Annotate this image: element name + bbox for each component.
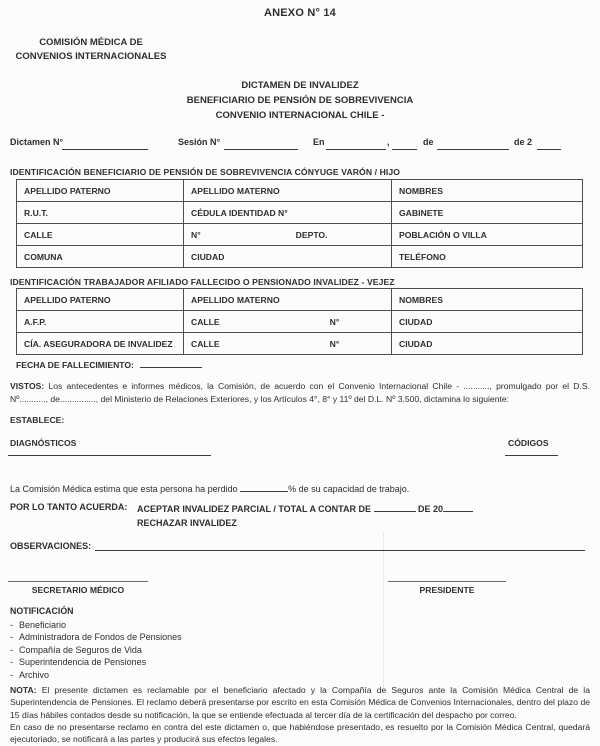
- list-bullet: -: [10, 669, 13, 680]
- numero-label: N°: [329, 316, 340, 327]
- dictamen-number-label: Dictamen N°: [10, 137, 64, 147]
- year-blank: [537, 139, 561, 150]
- calle-label: CALLE: [191, 316, 220, 327]
- org-line-1: COMISIÓN MÉDICA DE: [39, 37, 143, 48]
- beneficiary-table: [16, 179, 583, 268]
- worker-table: [16, 288, 583, 355]
- cell-afp: A.F.P.: [17, 311, 184, 333]
- fecha-fallecimiento-blank: [140, 357, 202, 368]
- aceptar-year-text: DE 20: [418, 504, 444, 514]
- month-blank: [437, 139, 509, 150]
- list-bullet: -: [10, 644, 13, 655]
- scan-artifact-line: [383, 532, 384, 688]
- list-item: [10, 656, 310, 668]
- place-blank: [326, 139, 386, 150]
- diagnosticos-label: DIAGNÓSTICOS: [10, 438, 77, 448]
- acuerda-options: [137, 502, 557, 530]
- cell-cedula: CÉDULA IDENTIDAD N°: [184, 202, 392, 224]
- organization-name: [6, 36, 176, 64]
- year-label: de 2: [514, 137, 533, 147]
- beneficiary-section-title: IDENTIFICACIÓN BENEFICIARIO DE PENSIÓN DE SOBREVIVENCIA CÓNYUGE VARÓN / HIJO: [10, 167, 401, 177]
- secretario-signature-line: [8, 581, 148, 582]
- list-item: [10, 669, 310, 681]
- cell-calle-numero: [184, 333, 392, 355]
- depto-label: DEPTO.: [295, 229, 328, 240]
- worker-section-title: IDENTIFICACIÓN TRABAJADOR AFILIADO FALLECIDO O PENSIONADO INVALIDEZ - VEJEZ: [10, 277, 395, 287]
- cell-aseguradora: CÍA. ASEGURADORA DE INVALIDEZ: [17, 333, 184, 355]
- cell-rut: R.U.T.: [17, 202, 184, 224]
- fecha-fallecimiento-label: FECHA DE FALLECIMIENTO:: [16, 360, 134, 370]
- acuerda-option-aceptar: [137, 502, 557, 517]
- dictamen-number-blank: [62, 139, 148, 150]
- cell-nombres: NOMBRES: [392, 289, 583, 311]
- cell-ciudad: CIUDAD: [392, 333, 583, 355]
- aceptar-month-blank: [374, 502, 416, 512]
- notificacion-title: NOTIFICACIÓN: [10, 606, 74, 616]
- cell-apellido-materno: APELLIDO MATERNO: [184, 180, 392, 202]
- list-item-label: Administradora de Fondos de Pensiones: [19, 632, 182, 643]
- cell-apellido-paterno: APELLIDO PATERNO: [17, 289, 184, 311]
- presidente-label: PRESIDENTE: [419, 585, 475, 595]
- list-bullet: -: [10, 620, 13, 630]
- list-item: [10, 619, 310, 631]
- observaciones-line: [10, 540, 585, 551]
- cell-calle: CALLE: [17, 224, 184, 246]
- estimation-text-after: % de su capacidad de trabajo.: [288, 484, 410, 494]
- place-label: En: [313, 137, 325, 147]
- cell-telefono: TELÉFONO: [392, 246, 583, 268]
- nota-text-1: El presente dictamen es reclamable por el beneficiario afectado y la Compañía de Seguros ante la Comisión Médica Central de la Superintendencia de Pensiones. El reclamo deberá presentarse por escrito en esta Comisión Médica de Convenios Internacionales, dentro del plazo de 15 días hábiles contados desde su notificación, la que se entiende efectuada al tercer día de la certificación del despacho por correo.: [10, 685, 590, 720]
- list-bullet: -: [10, 657, 13, 668]
- cell-apellido-paterno: APELLIDO PATERNO: [17, 180, 184, 202]
- acuerda-label: POR LO TANTO ACUERDA:: [10, 502, 128, 512]
- doc-title-line-3: CONVENIO INTERNACIONAL CHILE -: [215, 110, 385, 121]
- table-row: [17, 289, 583, 311]
- anexo-title: ANEXO N° 14: [263, 7, 336, 19]
- list-item: [10, 644, 310, 656]
- capacity-loss-line: [10, 481, 590, 494]
- percentage-blank: [240, 481, 288, 492]
- fecha-fallecimiento-line: [16, 357, 202, 370]
- list-bullet: -: [10, 632, 13, 643]
- numero-label: N°: [329, 338, 340, 349]
- table-row: [17, 224, 583, 246]
- cell-calle-numero: [184, 311, 392, 333]
- table-row: [17, 246, 583, 268]
- cell-nombres: NOMBRES: [392, 180, 583, 202]
- sesion-number-label: Sesión N°: [178, 137, 221, 147]
- cell-ciudad: CIUDAD: [184, 246, 392, 268]
- cell-apellido-materno: APELLIDO MATERNO: [184, 289, 392, 311]
- table-row: [17, 311, 583, 333]
- doc-title-line-1: DICTAMEN DE INVALIDEZ: [241, 80, 359, 91]
- codigos-blank: [505, 455, 558, 456]
- sesion-number-blank: [224, 139, 298, 150]
- day-blank: [392, 139, 417, 150]
- diagnosticos-blank: [8, 455, 211, 456]
- cell-gabinete: GABINETE: [392, 202, 583, 224]
- codigos-label: CÓDIGOS: [508, 438, 549, 448]
- vistos-paragraph: [10, 380, 590, 406]
- table-row: [17, 202, 583, 224]
- cell-ciudad: CIUDAD: [392, 311, 583, 333]
- aceptar-year-blank: [443, 502, 473, 512]
- nota-footer: [10, 684, 590, 745]
- table-row: [17, 333, 583, 355]
- table-row: [17, 180, 583, 202]
- numero-label: N°: [191, 229, 201, 240]
- doc-title-line-2: BENEFICIARIO DE PENSIÓN DE SOBREVIVENCIA: [186, 95, 414, 106]
- list-item-label: Compañía de Seguros de Vida: [19, 644, 142, 655]
- list-item-label: Beneficiario: [19, 620, 67, 630]
- comma: ,: [387, 137, 390, 147]
- aceptar-text: ACEPTAR INVALIDEZ PARCIAL / TOTAL A CONTAR DE: [137, 504, 371, 514]
- nota-paragraph-1: [10, 684, 590, 721]
- vistos-label: VISTOS:: [10, 381, 45, 391]
- vistos-text: Los antecedentes e informes médicos, la Comisión, de acuerdo con el Convenio Internacional Chile - ..........., promulgado por el D.S. Nº..........., de..............., del Ministerio de Relaciones Exteriores, y los Artículos 4°, 8° y 11º del D.L. Nº 3.500, dictamina lo siguiente:: [10, 381, 590, 404]
- observaciones-label: OBSERVACIONES:: [10, 541, 92, 551]
- list-item-label: Superintendencia de Pensiones: [19, 657, 147, 668]
- org-line-2: CONVENIOS INTERNACIONALES: [15, 51, 167, 62]
- estimation-text-before: La Comisión Médica estima que esta persona ha perdido: [10, 484, 238, 494]
- nota-paragraph-2: En caso de no presentarse reclamo en contra del este dictamen o, que habiéndose presentado, es resuelto por la Comisión Médica Central, quedará ejecutoriado, se notificará a las partes y producirá sus efectos legales.: [10, 721, 590, 745]
- calle-label: CALLE: [191, 338, 220, 349]
- secretario-medico-label: SECRETARIO MÉDICO: [31, 585, 125, 595]
- month-label: de: [423, 137, 434, 147]
- list-item-label: Archivo: [19, 669, 50, 680]
- acuerda-option-rechazar: RECHAZAR INVALIDEZ: [137, 517, 237, 528]
- document-title: [0, 78, 600, 123]
- nota-label: NOTA:: [10, 685, 37, 695]
- establece-label: ESTABLECE:: [10, 415, 65, 425]
- cell-poblacion: POBLACIÓN O VILLA: [392, 224, 583, 246]
- cell-comuna: COMUNA: [17, 246, 184, 268]
- notificacion-list: [10, 619, 310, 681]
- presidente-signature-line: [388, 581, 506, 582]
- observaciones-blank: [95, 540, 585, 551]
- cell-numero-depto: [184, 224, 392, 246]
- header-fields-line: [0, 137, 600, 153]
- list-item: [10, 631, 310, 643]
